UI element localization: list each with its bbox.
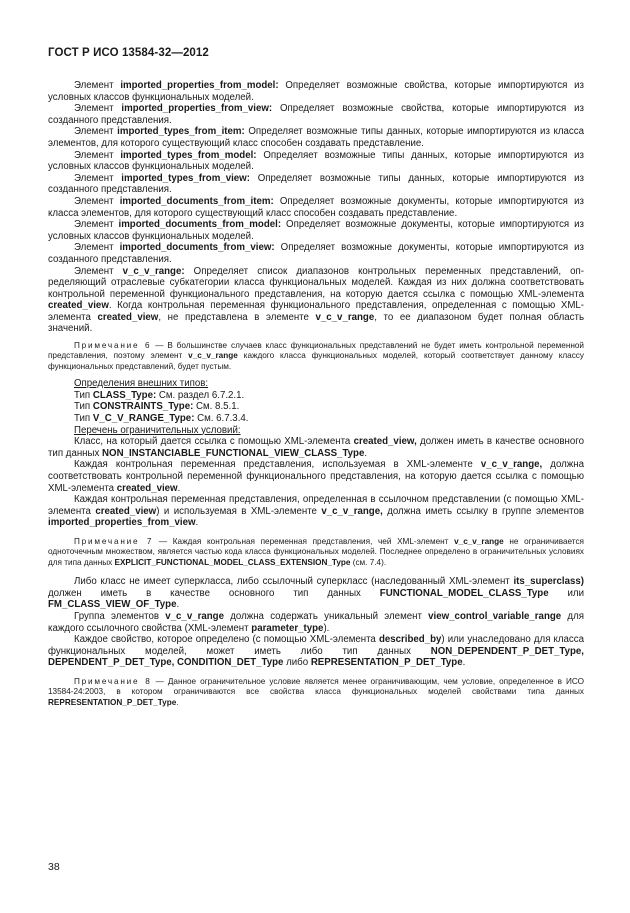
type-item: Тип CLASS_Type: См. раздел 6.7.2.1. <box>74 389 245 401</box>
document-body <box>48 80 584 708</box>
external-types-title: Определения внешних типов: <box>74 378 209 390</box>
type-item: Тип V_C_V_RANGE_Type: См. 6.7.3.4. <box>74 413 249 425</box>
type-item: Тип CONSTRAINTS_Type: См. 8.5.1. <box>74 401 240 413</box>
page-number: 38 <box>48 861 60 873</box>
constraint: Класс, на который дается ссылка с помощью XML-элемента created_view, должен иметь в качестве основного тип данных NON_INSTANCIABLE_FUNCTIONAL_VIEW_CLASS_Type. <box>48 436 584 459</box>
constraint: Каждая контрольная переменная представления, используемая в XML-элементе v_c_v_range, должна соответствовать контрольной переменной функционального представления, на которую дается ссылка с помощью XML-элемента created_view. <box>48 459 585 494</box>
constraint: Группа элементов v_c_v_range должна содержать уникальный элемент view_control_variable_range для каждого ссылочного свойства (XML-элемент parameter_type). <box>48 611 584 634</box>
constraint: Либо класс не имеет суперкласса, либо ссылочный суперкласс (наследованный XML-элемент its_superclass) должен иметь в качестве основного тип данных FUNCTIONAL_MODEL_CLASS_Type или FM_CLASS_VIEW_OF_Type. <box>48 576 584 611</box>
constraint: Каждое свойство, которое определено (с помощью XML-элемента described_by) или унаследовано для класса функциональных моделей, может иметь либо тип данных NON_DEPENDENT_P_DET_Type, DEPENDENT_P_DET_Type, CONDITION_DET_Type либо REPRESENTATION_P_DET_Type. <box>48 634 585 669</box>
constraint: Каждая контрольная переменная представления, определенная в ссылочном представлении (с помощью XML-элемента created_view) и используемая в XML-элементе v_c_v_range, должна иметь ссылку в группе элементов imported_properties_from_view. <box>48 494 584 529</box>
paragraph: Элемент imported_documents_from_model: Определяет возможные документы, которые импортируются из условных классов функциональных моделей. <box>48 219 584 242</box>
note-7: Примечание 7 — Каждая контрольная переменная представления, чей XML-элемент v_c_v_range не ограничивается одноточечным множеством, является частью кода класса функциональных моделей. Последнее определено в ограничительных условиях для типа данных EXPLICIT_FUNCTIONAL_MODEL_CLASS_EXTENSION_Type (см. 7.4). <box>48 537 584 567</box>
paragraph: Элемент imported_types_from_model: Определяет возможные типы данных, которые импортируются из условных классов функциональных моделей. <box>48 149 584 173</box>
paragraph: Элемент imported_documents_from_view: Определяет возможные документы, которые импортируются из созданного представления. <box>48 242 584 265</box>
note-6: Примечание 6 — В большинстве случаев класс функциональных представлений не будет иметь контрольной переменной представления, поэтому элемент v_c_v_range каждого класса функциональных моделей, который соответствует данному классу функциональных представлений, будет пустым. <box>48 341 584 371</box>
constraints-title: Перечень ограничительных условий: <box>74 424 241 436</box>
paragraph: Элемент v_c_v_range: Определяет список диапазонов контрольных переменных представлений, определяющий отраслевые субкатегории класса функциональных моделей. Каждая из них должна соответствовать контрольной переменной функционального представления, на которую дается ссылка с помощью XML-элемента created_view. Когда контрольная переменная функционального представления, определенная с помощью XML-элемента created_view, не представлена в элементе v_c_v_range, то ее диапазоном будет полная область значений. <box>48 265 584 335</box>
paragraph: Элемент imported_documents_from_item: Определяет возможные документы, которые импортируются из класса элементов, для которого существующий класс способен создавать представление. <box>48 195 584 219</box>
paragraph: Элемент imported_types_from_view: Определяет возможные типы данных, которые импортируются из созданного представления. <box>48 172 584 196</box>
paragraph: Элемент imported_properties_from_model: Определяет возможные свойства, которые импортируются из условных классов функциональных моделей. <box>48 80 584 103</box>
paragraph: Элемент imported_properties_from_view: Определяет возможные свойства, которые импортируются из созданного представления. <box>48 103 584 126</box>
note-8: Примечание 8 — Данное ограничительное условие является менее ограничивающим, чем условие, определенное в ИСО 13584-24:2003, в котором ограничиваются все свойства класса функциональных моделей свойствами типа данных REPRESENTATION_P_DET_Type. <box>48 676 584 707</box>
running-header: ГОСТ Р ИСО 13584-32—2012 <box>48 47 209 59</box>
paragraph: Элемент imported_types_from_item: Определяет возможные типы данных, которые импортируются из класса элементов, для которого существующий класс способен создавать представление. <box>48 126 585 149</box>
